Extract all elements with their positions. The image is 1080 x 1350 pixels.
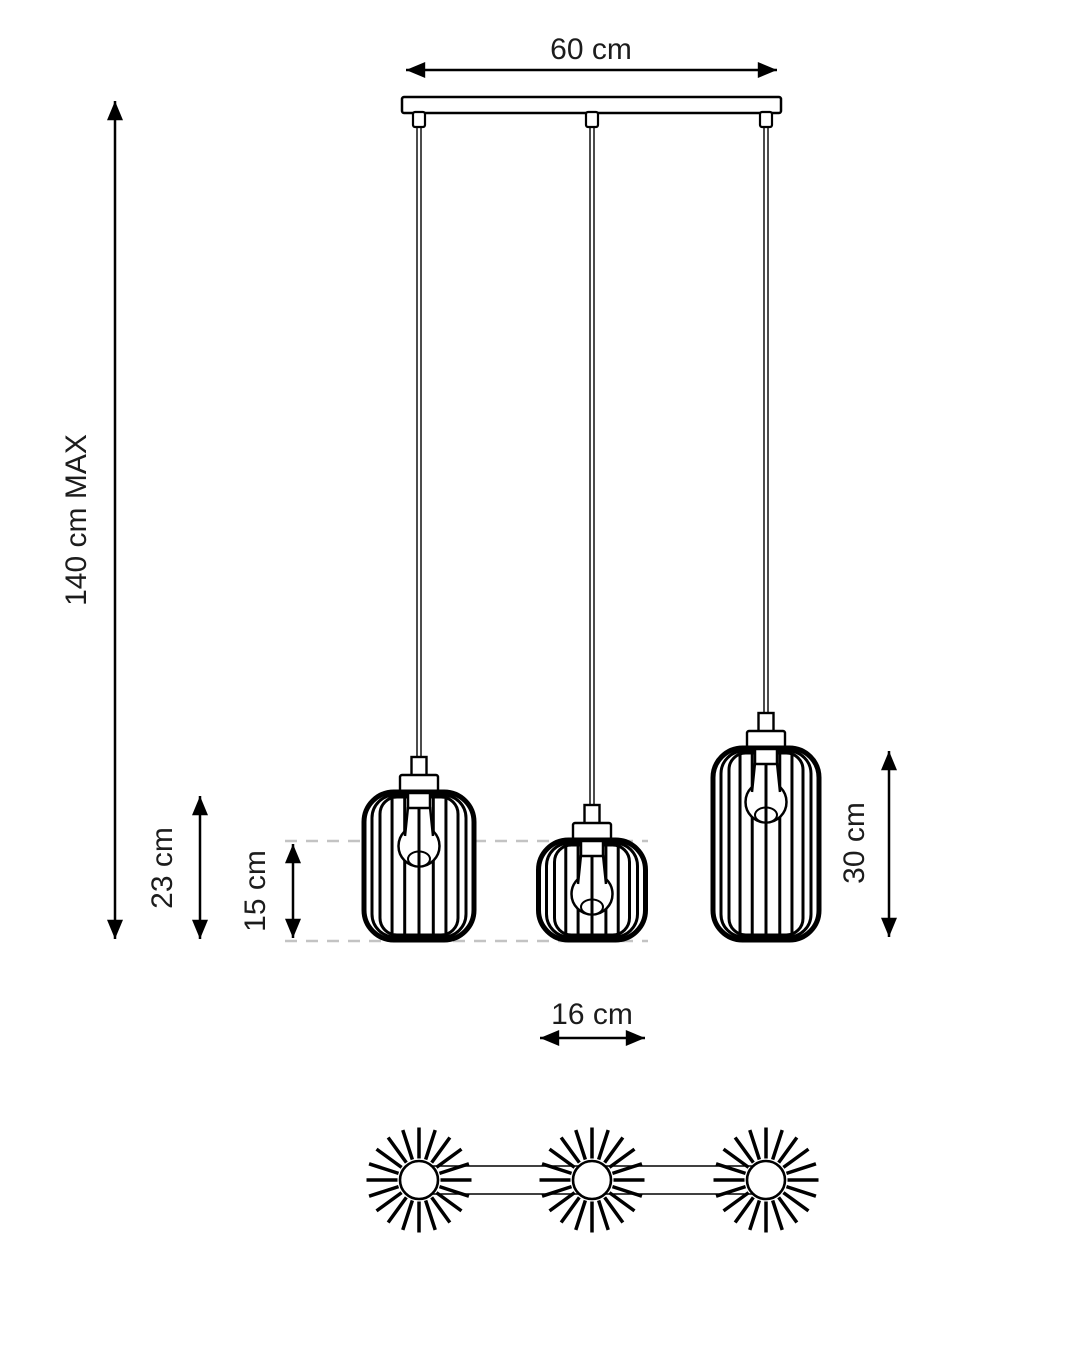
label-shade-diameter: 16 cm: [551, 998, 633, 1031]
pendant-left: [364, 112, 474, 940]
spoke: [576, 1130, 586, 1159]
cord-grommet: [413, 112, 425, 127]
ceiling-bar: [402, 97, 781, 113]
sunburst-shade-top-view: [714, 1128, 819, 1233]
center-hole: [573, 1161, 611, 1199]
spoke: [369, 1164, 398, 1174]
sunburst-shade-top-view: [367, 1128, 472, 1233]
spoke: [369, 1187, 398, 1197]
bulb-socket: [408, 793, 430, 808]
center-hole: [400, 1161, 438, 1199]
label-max-drop-height: 140 cm MAX: [60, 434, 93, 606]
spoke: [750, 1130, 760, 1159]
spoke: [786, 1187, 815, 1197]
label-left-shade-height: 23 cm: [146, 827, 179, 909]
spoke: [750, 1200, 760, 1229]
spoke: [599, 1130, 609, 1159]
spoke: [773, 1130, 783, 1159]
center-hole: [747, 1161, 785, 1199]
spoke: [786, 1164, 815, 1174]
socket-collar: [573, 823, 611, 840]
label-bar-width: 60 cm: [550, 33, 632, 66]
bulb-socket: [581, 841, 603, 856]
suspension-tube: [412, 757, 427, 776]
label-middle-shade-height: 15 cm: [239, 850, 272, 932]
cord-grommet: [586, 112, 598, 127]
suspension-tube: [585, 805, 600, 824]
bulb-socket: [755, 749, 777, 764]
socket-collar: [400, 775, 438, 792]
suspension-tube: [759, 713, 774, 732]
pendant-right: [713, 112, 819, 940]
cord: [417, 127, 421, 758]
spoke: [403, 1130, 413, 1159]
top-view: [367, 1128, 819, 1233]
cord: [590, 127, 594, 806]
spoke: [576, 1200, 586, 1229]
spoke: [773, 1200, 783, 1229]
spoke: [426, 1200, 436, 1229]
spoke: [403, 1200, 413, 1229]
pendant-middle: [539, 112, 646, 940]
label-right-shade-height: 30 cm: [838, 802, 871, 884]
cord: [764, 127, 768, 714]
sunburst-shade-top-view: [540, 1128, 645, 1233]
spoke: [426, 1130, 436, 1159]
socket-collar: [747, 731, 785, 748]
cord-grommet: [760, 112, 772, 127]
spoke: [599, 1200, 609, 1229]
